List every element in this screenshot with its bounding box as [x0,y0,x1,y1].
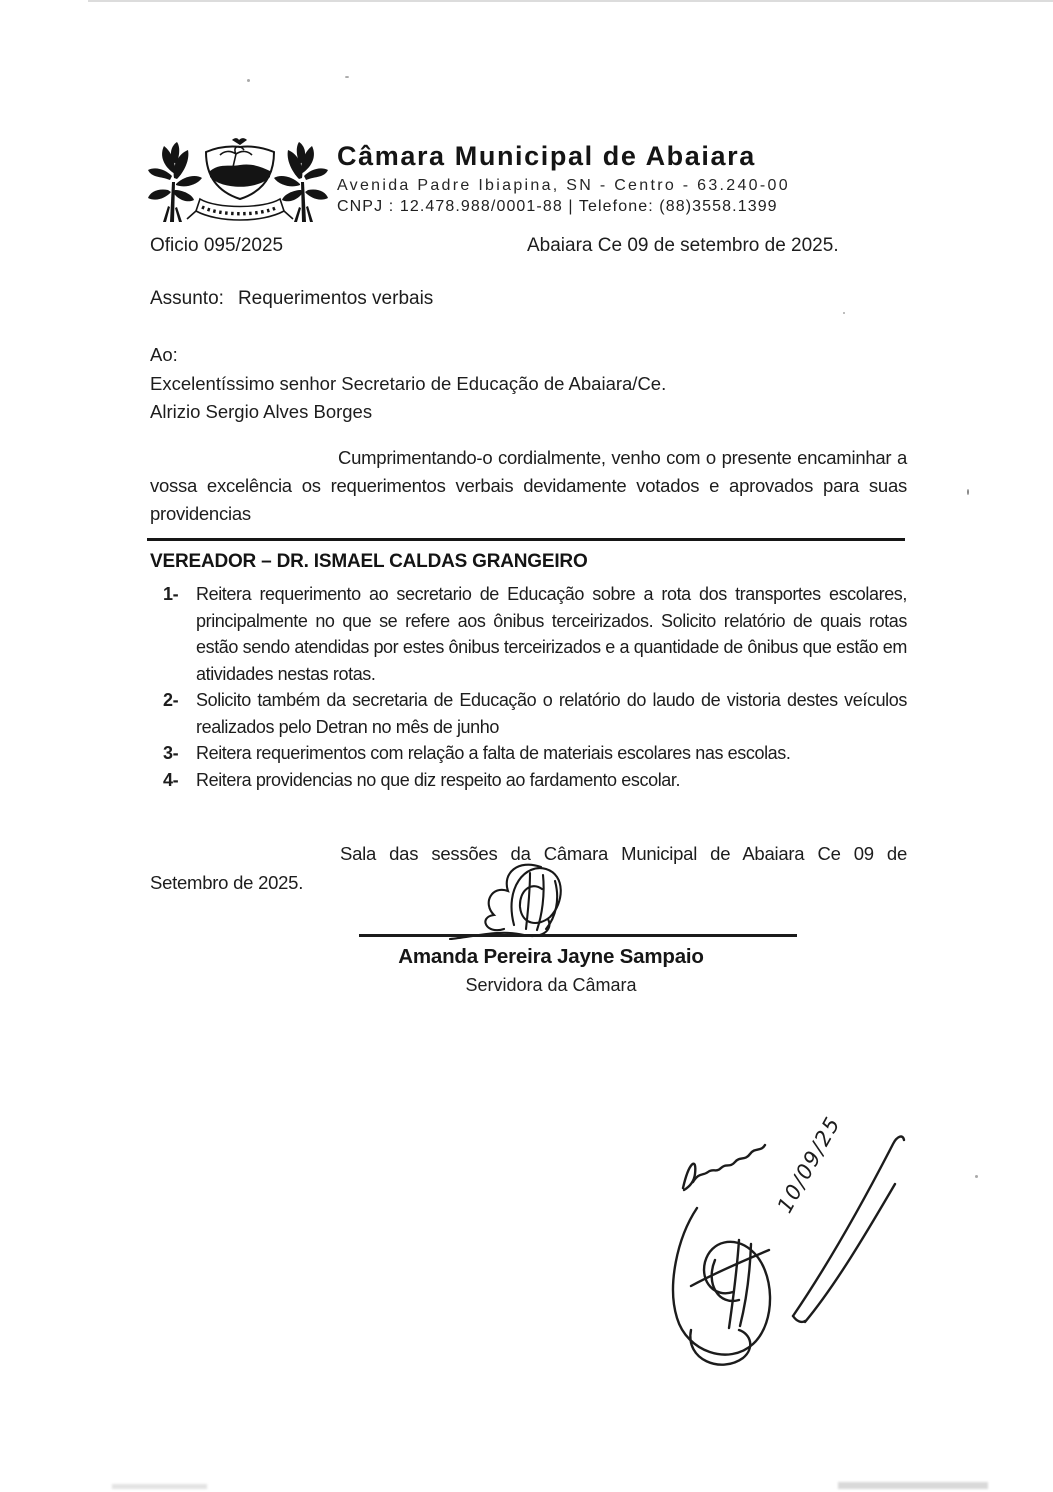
signature-line [359,934,797,937]
list-item-marker: 1- [163,584,179,604]
scan-edge-artifact [88,0,1053,2]
city-date: Abaiara Ce 09 de setembro de 2025. [527,235,839,256]
list-item [150,767,907,794]
letterhead-text [337,141,790,216]
org-address: Avenida Padre Ibiapina, SN - Centro - 63.240-00 [337,177,790,194]
coat-of-arms-logo [142,136,338,228]
scan-smudge [838,1482,988,1489]
recipient-line1: Excelentíssimo senhor Secretario de Educação de Abaiara/Ce. [150,372,667,394]
org-name: Câmara Municipal de Abaiara [337,141,756,171]
scan-speck [843,312,845,314]
requests-list [150,581,907,793]
recipient-block [150,341,666,427]
list-item-text: Reitera providencias no que diz respeito ao fardamento escolar. [196,769,681,790]
list-item [150,687,907,740]
subject-value: Requerimentos verbais [237,288,434,309]
section-heading: VEREADOR – DR. ISMAEL CALDAS GRANGEIRO [150,551,588,572]
list-item-text: Solicito também da secretaria de Educação o relatório do laudo de vistoria destes veículos realizados pelo Detran no mês de junho [196,690,907,737]
org-registry-phone: CNPJ : 12.478.988/0001-88 | Telefone: (88)3558.1399 [337,198,778,215]
reference-row [150,235,907,261]
intro-paragraph: Cumprimentando-o cordialmente, venho com o presente encaminhar a vossa excelência os requerimentos verbais devidamente votados e aprovados para suas providencias [150,447,907,524]
handwritten-date: 10/09/25 [772,1112,846,1217]
subject-row [150,288,433,310]
list-item-marker: 3- [163,743,179,763]
list-item [150,581,907,687]
recipient-line2: Alrizio Sergio Alves Borges [150,401,373,422]
office-reference: Oficio 095/2025 [150,235,284,256]
received-scribble [683,1164,695,1190]
list-item-text: Reitera requerimentos com relação a falta de materiais escolares nas escolas. [196,743,791,763]
signatory-role: Servidora da Câmara [465,975,637,995]
recipient-label: Ao: [150,344,178,365]
scan-speck [975,1175,978,1178]
list-item-marker: 2- [163,690,179,710]
scan-speck [345,76,349,78]
section-divider [147,538,905,541]
signature-scribble [444,857,594,943]
handwritten-annotation [653,1088,918,1383]
list-item-text: Reitera requerimento ao secretario de Educação sobre a rota dos transportes escolares, principalmente no que se refere aos ônibus terceirizados. Solicito relatório de quais rotas estão sendo atendidas por estes ônibus terceirizados e a quantidade de ônibus que estão em atividades nestas rotas. [196,584,907,684]
initials-scribble [673,1208,770,1355]
letterhead [142,136,338,228]
bird-icon [232,138,247,145]
closing-paragraph: Sala das sessões da Câmara Municipal de Abaiara Ce 09 de Setembro de 2025. [150,843,907,893]
scan-smudge [112,1484,207,1489]
subject-label: Assunto: [150,288,224,309]
scan-speck [967,489,969,495]
list-item [150,740,907,767]
list-item-marker: 4- [163,769,179,790]
scan-speck [247,79,250,82]
signatory-name: Amanda Pereira Jayne Sampaio [398,945,704,968]
